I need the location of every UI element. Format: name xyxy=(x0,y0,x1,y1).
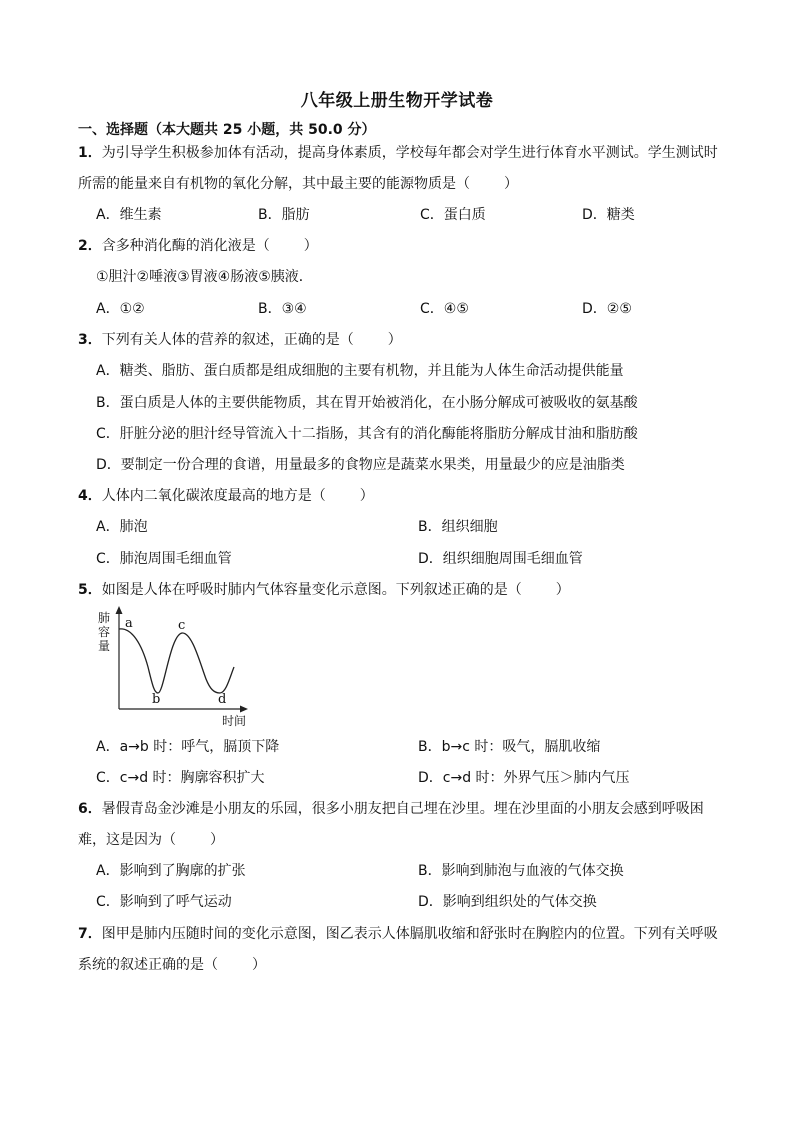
question-2-subtext: ①胆汁②唾液③胃液④肠液⑤胰液． xyxy=(96,269,313,285)
question-1-paren-close: ） xyxy=(504,176,518,192)
question-6-number: 6． xyxy=(78,801,102,817)
question-2-option-b[interactable]: B．③④ xyxy=(258,301,307,317)
question-1-option-c[interactable]: C．蛋白质 xyxy=(420,207,486,223)
question-7-line-1 xyxy=(78,924,718,944)
question-3-stem xyxy=(78,330,402,350)
question-1-number: 1． xyxy=(78,145,102,161)
point-label-c: c xyxy=(178,618,186,633)
question-2-number: 2． xyxy=(78,238,102,254)
lung-volume-figure xyxy=(92,605,262,731)
question-1-line-2 xyxy=(78,174,518,194)
question-4-option-b[interactable]: B．组织细胞 xyxy=(418,519,498,535)
question-7-number: 7． xyxy=(78,926,102,942)
question-7-line-2 xyxy=(78,955,266,975)
question-5-text: 如图是人体在呼吸时肺内气体容量变化示意图。下列叙述正确的是（ xyxy=(101,582,522,598)
figure-y-label-3: 量 xyxy=(98,639,111,653)
lung-volume-curve xyxy=(119,629,234,693)
x-axis-arrow-icon xyxy=(240,706,248,713)
question-4-stem xyxy=(78,486,374,506)
question-5-number: 5． xyxy=(78,582,102,598)
question-3-option-c[interactable]: C．肝脏分泌的胆汁经导管流入十二指肠，其含有的消化酶能将脂肪分解成甘油和脂肪酸 xyxy=(96,426,638,442)
question-1-line-1 xyxy=(78,143,718,163)
question-3-paren-close: ） xyxy=(387,332,402,348)
point-label-b: b xyxy=(152,692,161,707)
figure-y-label-1: 肺 xyxy=(98,611,111,625)
question-5-option-c[interactable]: C．c→d 时：胸廓容积扩大 xyxy=(96,770,265,786)
question-3-option-d[interactable]: D．要制定一份合理的食谱，用量最多的食物应是蔬菜水果类，用量最少的应是油脂类 xyxy=(96,457,625,473)
question-3-number: 3． xyxy=(78,332,102,348)
figure-y-label-2: 容 xyxy=(98,625,111,639)
question-3-text: 下列有关人体的营养的叙述，正确的是（ xyxy=(101,332,354,348)
question-2-text: 含多种消化酶的消化液是（ xyxy=(101,238,270,254)
question-6-option-c[interactable]: C．影响到了呼气运动 xyxy=(96,894,232,910)
question-4-paren-close: ） xyxy=(359,488,374,504)
question-3-option-b[interactable]: B．蛋白质是人体的主要供能物质，其在胃开始被消化，在小肠分解成可被吸收的氨基酸 xyxy=(96,395,638,411)
question-3-option-a[interactable]: A．糖类、脂肪、蛋白质都是组成细胞的主要有机物，并且能为人体生命活动提供能量 xyxy=(96,363,624,379)
point-label-a: a xyxy=(125,616,133,631)
y-axis-arrow-icon xyxy=(116,606,123,614)
question-4-option-c[interactable]: C．肺泡周围毛细血管 xyxy=(96,551,232,567)
figure-x-label: 时间 xyxy=(222,714,247,728)
question-2-option-c[interactable]: C．④⑤ xyxy=(420,301,469,317)
question-2-option-d[interactable]: D．②⑤ xyxy=(582,301,632,317)
question-6-line-1 xyxy=(78,799,704,819)
question-4-option-a[interactable]: A．肺泡 xyxy=(96,519,148,535)
section-heading: 一、选择题（本大题共 25 小题，共 50.0 分） xyxy=(78,122,376,138)
question-6-paren-close: ） xyxy=(210,832,224,848)
question-1-text-cont: 所需的能量来自有机物的氧化分解，其中最主要的能源物质是（ xyxy=(78,176,470,192)
page-title: 八年级上册生物开学试卷 xyxy=(300,91,494,111)
question-5-option-d[interactable]: D．c→d 时：外界气压＞肺内气压 xyxy=(418,770,630,786)
question-2-paren-close: ） xyxy=(303,238,318,254)
point-label-d: d xyxy=(218,692,227,707)
question-1-option-b[interactable]: B．脂肪 xyxy=(258,207,310,223)
question-7-paren-close: ） xyxy=(252,957,266,973)
question-4-option-d[interactable]: D．组织细胞周围毛细血管 xyxy=(418,551,583,567)
question-1-option-a[interactable]: A．维生素 xyxy=(96,207,162,223)
question-6-text-cont: 难，这是因为（ xyxy=(78,832,176,848)
question-7-text-cont: 系统的叙述正确的是（ xyxy=(78,957,218,973)
question-2-option-a[interactable]: A．①② xyxy=(96,301,145,317)
question-4-text: 人体内二氧化碳浓度最高的地方是（ xyxy=(101,488,326,504)
question-6-line-2 xyxy=(78,830,224,850)
question-5-option-a[interactable]: A．a→b 时：呼气，膈顶下降 xyxy=(96,739,280,755)
question-1-option-d[interactable]: D．糖类 xyxy=(582,207,635,223)
question-6-option-a[interactable]: A．影响到了胸廓的扩张 xyxy=(96,863,246,879)
question-4-number: 4． xyxy=(78,488,102,504)
question-5-paren-close: ） xyxy=(555,582,570,598)
question-7-text: 图甲是肺内压随时间的变化示意图，图乙表示人体膈肌收缩和舒张时在胸腔内的位置。下列有关呼吸 xyxy=(101,926,718,942)
question-2-stem xyxy=(78,236,318,256)
question-1-text: 为引导学生积极参加体有活动，提高身体素质，学校每年都会对学生进行体育水平测试。学生测试时 xyxy=(101,145,718,161)
question-5-stem xyxy=(78,580,570,600)
question-5-option-b[interactable]: B．b→c 时：吸气，膈肌收缩 xyxy=(418,739,601,755)
question-6-text: 暑假青岛金沙滩是小朋友的乐园，很多小朋友把自己埋在沙里。埋在沙里面的小朋友会感到呼吸困 xyxy=(101,801,704,817)
question-6-option-d[interactable]: D．影响到组织处的气体交换 xyxy=(418,894,597,910)
question-6-option-b[interactable]: B．影响到肺泡与血液的气体交换 xyxy=(418,863,624,879)
